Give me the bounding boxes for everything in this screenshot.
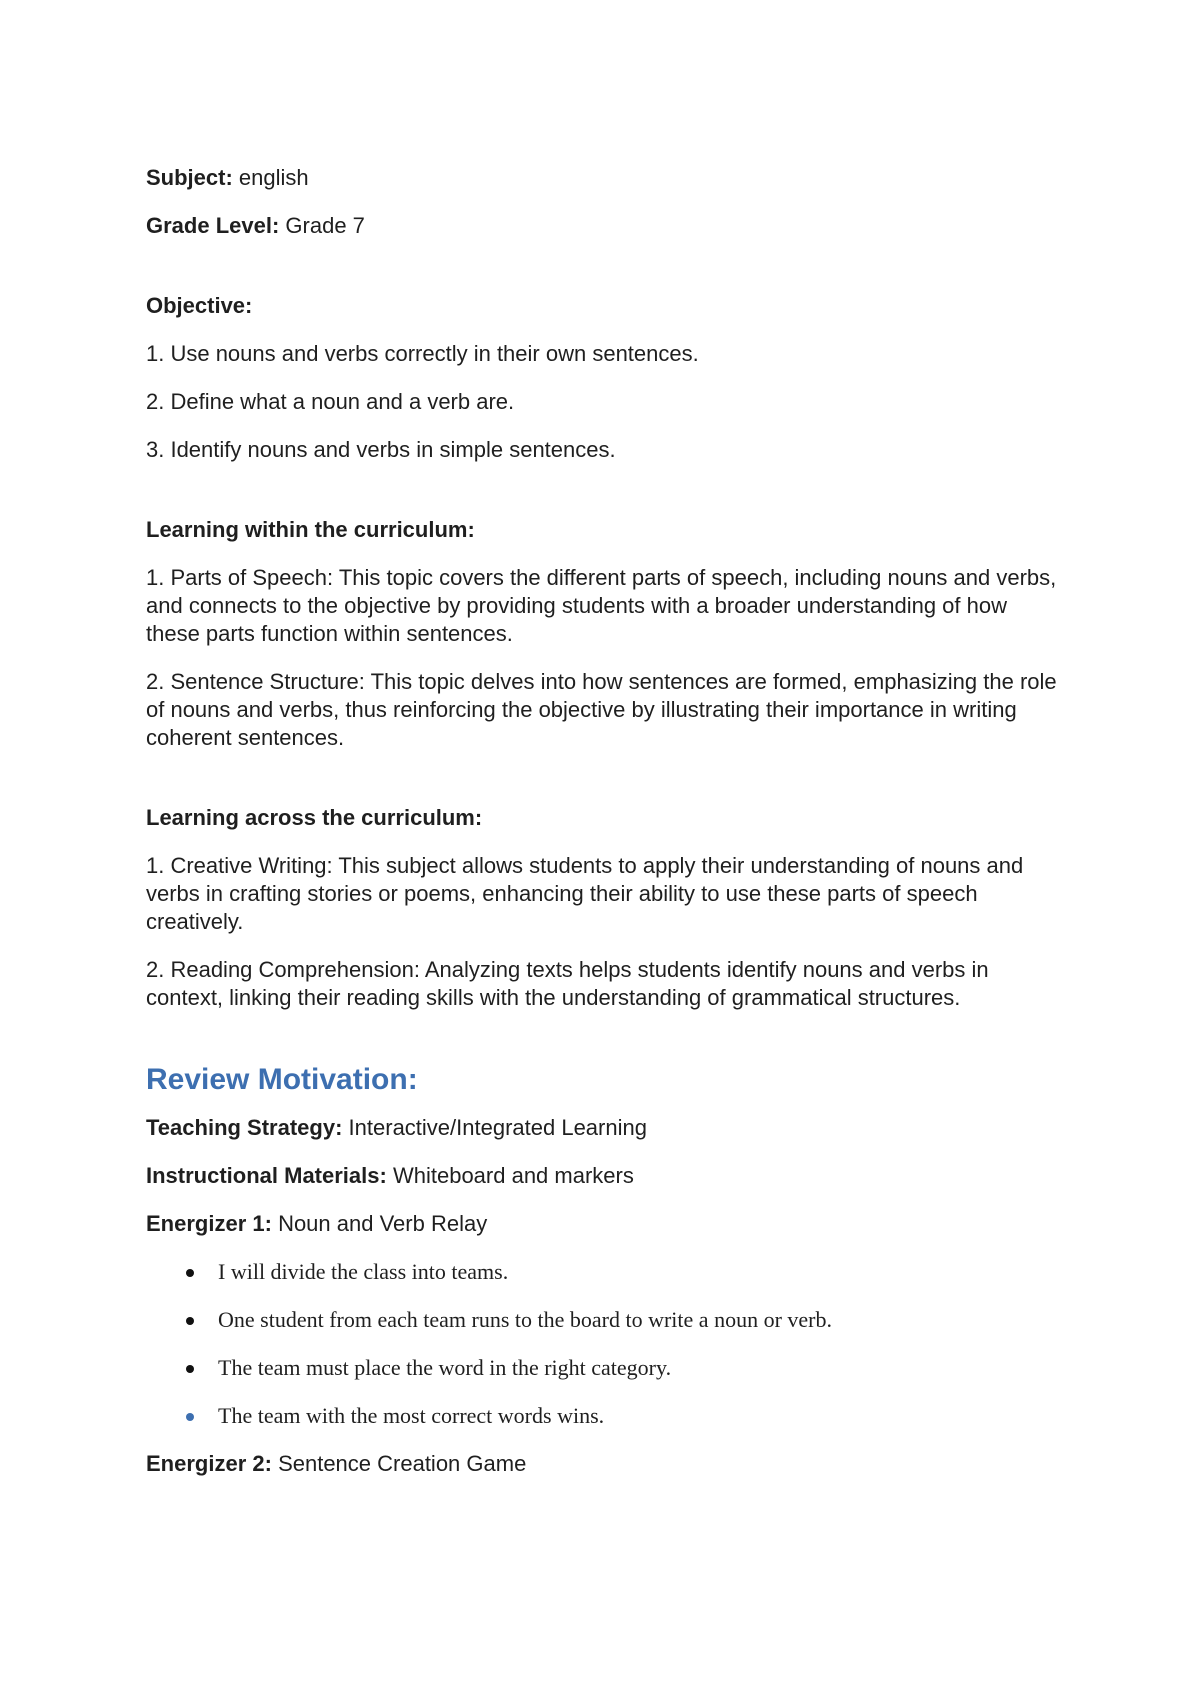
objective-heading: Objective: — [146, 293, 253, 318]
within-item-1: 1. Parts of Speech: This topic covers the different parts of speech, including nouns and verbs, and connects to the objective by providing students with a broader understanding of how these parts function within sentences. — [146, 565, 1057, 646]
within-heading: Learning within the curriculum: — [146, 517, 475, 542]
bullet-text: One student from each team runs to the board to write a noun or verb. — [218, 1307, 832, 1332]
objective-item-3: 3. Identify nouns and verbs in simple sentences. — [146, 437, 616, 462]
subject-label: Subject: — [146, 165, 233, 190]
grade-label: Grade Level: — [146, 213, 280, 238]
teaching-strategy-line — [146, 1114, 1066, 1142]
across-item-1: 1. Creative Writing: This subject allows students to apply their understanding of nouns and verbs in crafting stories or poems, enhancing their ability to use these parts of speech creatively. — [146, 853, 1024, 934]
grade-line — [146, 212, 1066, 240]
review-motivation-title: Review Motivation: — [146, 1063, 418, 1096]
objective-item-1: 1. Use nouns and verbs correctly in their own sentences. — [146, 341, 699, 366]
energizer-2-line — [146, 1450, 1066, 1478]
energizer-2-value: Sentence Creation Game — [278, 1451, 527, 1476]
bullet-text: I will divide the class into teams. — [218, 1259, 509, 1284]
bullet-icon — [186, 1413, 194, 1421]
energizer-1-bullet-list — [146, 1258, 1066, 1430]
energizer-1-line — [146, 1210, 1066, 1238]
bullet-icon — [186, 1269, 194, 1277]
energizer-1-value: Noun and Verb Relay — [278, 1211, 488, 1236]
bullet-icon — [186, 1365, 194, 1373]
list-item — [146, 1258, 1066, 1286]
list-item — [146, 1306, 1066, 1334]
bullet-text: The team must place the word in the right category. — [218, 1355, 672, 1380]
instructional-materials-label: Instructional Materials: — [146, 1163, 387, 1188]
bullet-icon — [186, 1317, 194, 1325]
objective-item-2: 2. Define what a noun and a verb are. — [146, 389, 515, 414]
energizer-2-label: Energizer 2: — [146, 1451, 272, 1476]
across-item-2: 2. Reading Comprehension: Analyzing texts helps students identify nouns and verbs in context, linking their reading skills with the understanding of grammatical structures. — [146, 957, 989, 1010]
bullet-text: The team with the most correct words wins. — [218, 1403, 605, 1428]
grade-value: Grade 7 — [285, 213, 365, 238]
instructional-materials-line — [146, 1162, 1066, 1190]
teaching-strategy-value: Interactive/Integrated Learning — [348, 1115, 647, 1140]
subject-value: english — [238, 165, 309, 190]
teaching-strategy-label: Teaching Strategy: — [146, 1115, 343, 1140]
list-item — [146, 1354, 1066, 1382]
energizer-1-label: Energizer 1: — [146, 1211, 272, 1236]
list-item — [146, 1402, 1066, 1430]
within-item-2: 2. Sentence Structure: This topic delves into how sentences are formed, emphasizing the role of nouns and verbs, thus reinforcing the objective by illustrating their importance in writing coherent sentences. — [146, 669, 1057, 750]
document-page — [146, 164, 1066, 1478]
across-heading: Learning across the curriculum: — [146, 805, 483, 830]
subject-line — [146, 164, 1066, 192]
instructional-materials-value: Whiteboard and markers — [392, 1163, 634, 1188]
